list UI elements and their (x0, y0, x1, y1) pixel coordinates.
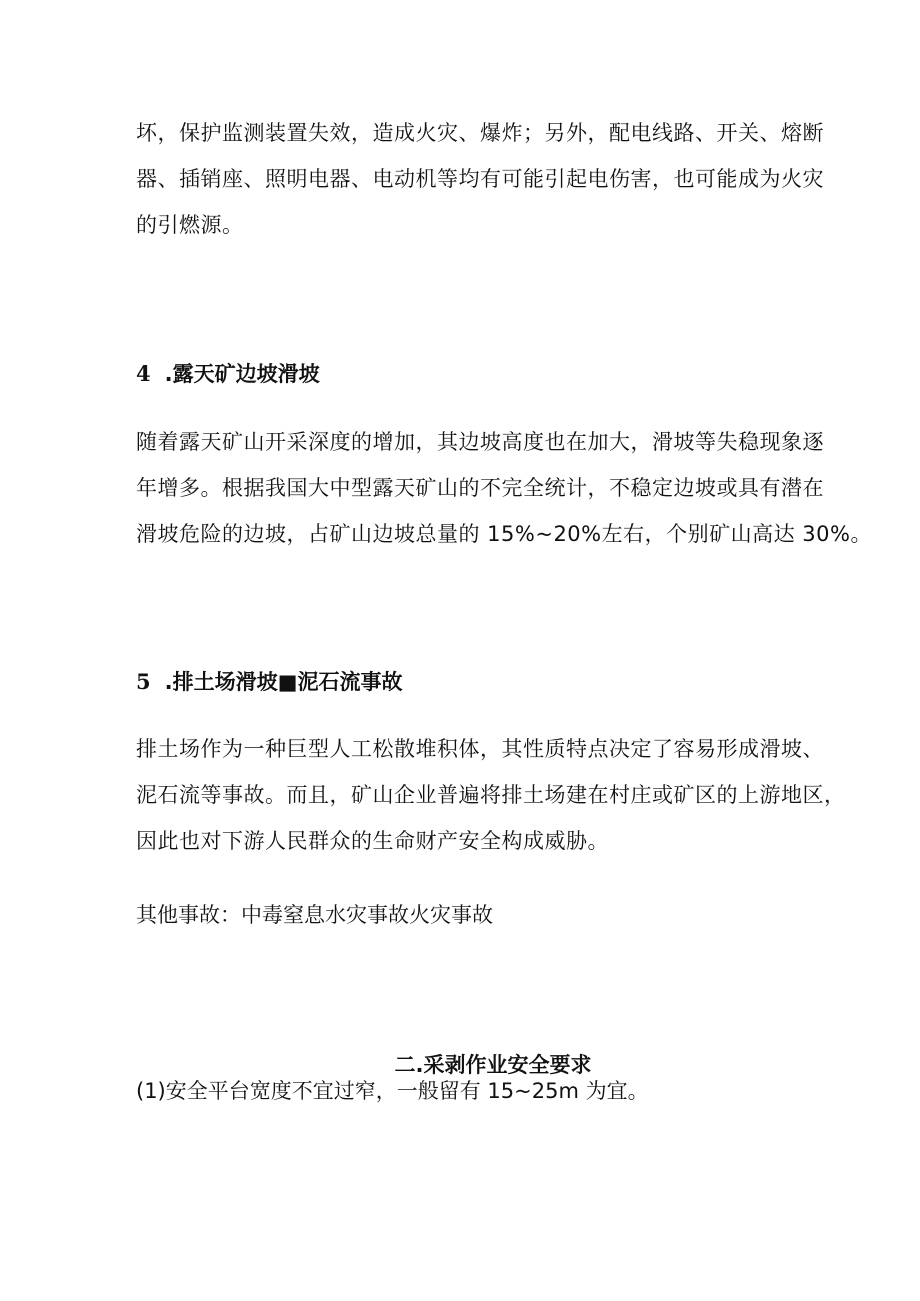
paragraph-electrical-hazards (136, 110, 824, 248)
other-accidents-text: 其他事故：中毒窒息水灾事故火灾事故 (136, 903, 493, 927)
paragraph-line: 器、插销座、照明电器、电动机等均有可能引起电伤害，也可能成为火灾 (136, 167, 824, 191)
paragraph-line: 随着露天矿山开采深度的增加，其边坡高度也在加大，滑坡等失稳现象逐 (136, 430, 824, 454)
heading-number: 4 (136, 361, 151, 386)
paragraph-line: 坏，保护监测装置失效，造成火灾、爆炸；另外，配电线路、开关、熔断 (136, 121, 824, 145)
paragraph-line: 的引燃源。 (136, 213, 244, 237)
paragraph-line: 滑坡危险的边坡，占矿山边坡总量的 15%~20%左右，个别矿山高达 30%。 (136, 522, 872, 546)
paragraph-line: 排土场作为一种巨型人工松散堆积体，其性质特点决定了容易形成滑坡、 (136, 737, 824, 761)
paragraph-dump-landslide (136, 726, 846, 864)
heading-number: 5 (136, 669, 151, 694)
paragraph-slope-landslide (136, 419, 872, 557)
heading-title: .排土场滑坡■泥石流事故 (164, 670, 403, 694)
requirement-item-1: (1)安全平台宽度不宜过窄，一般留有 15~25m 为宜。 (136, 1079, 649, 1103)
paragraph-line: 年增多。根据我国大中型露天矿山的不完全统计，不稳定边坡或具有潜在 (136, 476, 824, 500)
section-title-mining-safety: 二.采剥作业安全要求 (394, 1053, 592, 1077)
paragraph-line: 因此也对下游人民群众的生命财产安全构成威胁。 (136, 829, 609, 853)
paragraph-line: 泥石流等事故。而且，矿山企业普遍将排土场建在村庄或矿区的上游地区， (136, 783, 846, 807)
heading-slope-landslide (136, 359, 320, 389)
heading-title: .露天矿边坡滑坡 (164, 362, 320, 386)
heading-dump-landslide (136, 667, 402, 697)
